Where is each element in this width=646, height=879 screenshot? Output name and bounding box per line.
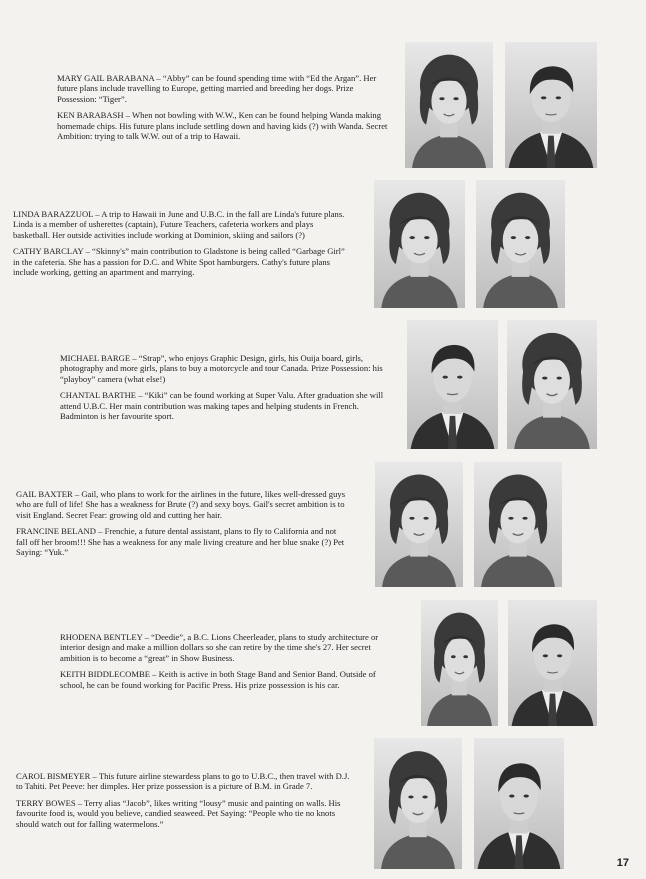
portrait-photo — [508, 600, 597, 726]
portrait-photo — [474, 462, 562, 587]
bio-group-2 — [13, 209, 346, 283]
portrait-photo — [374, 180, 465, 308]
bio-keith-biddlecombe: KEITH BIDDLECOMBE – Keith is active in both Stage Band and Senior Band. Outside of school, he can be found working for Pacific Press. His prize possession is his car. — [60, 669, 376, 690]
bio-linda-barazzuol: LINDA BARAZZUOL – A trip to Hawaii in June and U.B.C. in the fall are Linda's future plans. Linda is a member of usherettes (captain), Future Teachers, cafeteria workers and plays basketball. Her outside activities include working at Dominion, skiing and sailors (?) — [13, 209, 345, 240]
page-number: 17 — [616, 857, 629, 869]
portrait-photo — [474, 738, 564, 869]
portrait-photo — [421, 600, 498, 726]
bio-rhodena-bentley: RHODENA BENTLEY – “Deedie”, a B.C. Lions Cheerleader, plans to study architecture or interior design and make a million dollars so she can retire by the time she's 27. Her secret ambition is to become a “great” in Show Business. — [60, 632, 379, 663]
bio-michael-barge: MICHAEL BARGE – “Strap”, who enjoys Graphic Design, girls, his Ouija board, girls, photography and more girls, plans to buy a motorcycle and tour Canada. Prize Possession: his “playboy” camera (what else!) — [60, 353, 383, 384]
bio-group-6 — [16, 771, 353, 835]
bio-group-1 — [57, 73, 392, 147]
portrait-photo — [405, 42, 493, 168]
bio-chantal-barthe: CHANTAL BARTHE – “Kiki” can be found working at Super Valu. After graduation she will attend U.B.C. Her main contribution was making tapes and helping students in French. Badminton is her favourite sport. — [60, 390, 384, 422]
portrait-photo — [507, 320, 597, 449]
portrait-photo — [476, 180, 565, 308]
portrait-photo — [375, 462, 463, 587]
bio-mary-gail-barabana: MARY GAIL BARABANA – “Abby” can be found spending time with “Ed the Argan”. Her future plans include travelling to Europe, getting married and breeding her dogs. Prize Possession: “Tiger”. — [57, 73, 377, 104]
bio-group-3 — [60, 353, 395, 427]
bio-carol-bismeyer: CAROL BISMEYER – This future airline stewardess plans to go to U.B.C., then travel with D.J. to Tahiti. Pet Peeve: her dimples. Her prize possession is a picture of B.M. in Grade 7. — [16, 771, 350, 792]
bio-group-5 — [60, 632, 393, 696]
bio-terry-bowes: TERRY BOWES – Terry alias “Jacob”, likes writing “lousy” music and painting on walls. His favourite food is, would you believe, candied seaweed. Pet Saying: “People who tie no knots should watch out for falling watermelons.” — [16, 797, 341, 829]
bio-ken-barabash: KEN BARABASH – When not bowling with W.W., Ken can be found helping Wanda making homemade chips. His future plans include settling down and having kids (?) with Wanda. Secret Ambition: trying to talk W.W. out of a trip to Hawaii. — [57, 110, 388, 142]
bio-gail-baxter: GAIL BAXTER – Gail, who plans to work for the airlines in the future, likes well-dressed guys who are full of life! She has a weakness for Brute (?) and sexy boys. Gail's secret ambition is to visit England. Secret Fear: growing old and cutting her hair. — [16, 489, 346, 520]
portrait-photo — [505, 42, 597, 168]
bio-francine-beland: FRANCINE BELAND – Frenchie, a future dental assistant, plans to fly to California and not fall off her broom!!! She has a weakness for any male living creature and her blue snake (?) Pet Saying: “Yuk.” — [16, 526, 345, 558]
portrait-photo — [374, 738, 462, 869]
bio-group-4 — [16, 489, 348, 563]
portrait-photo — [407, 320, 498, 449]
bio-cathy-barclay: CATHY BARCLAY – “Skinny's” main contribution to Gladstone is being called “Garbage Girl” in the cafeteria. She has a passion for D.C. and White Spot hamburgers. Cathy's future plans include working, getting an apartment and marrying. — [13, 246, 345, 278]
